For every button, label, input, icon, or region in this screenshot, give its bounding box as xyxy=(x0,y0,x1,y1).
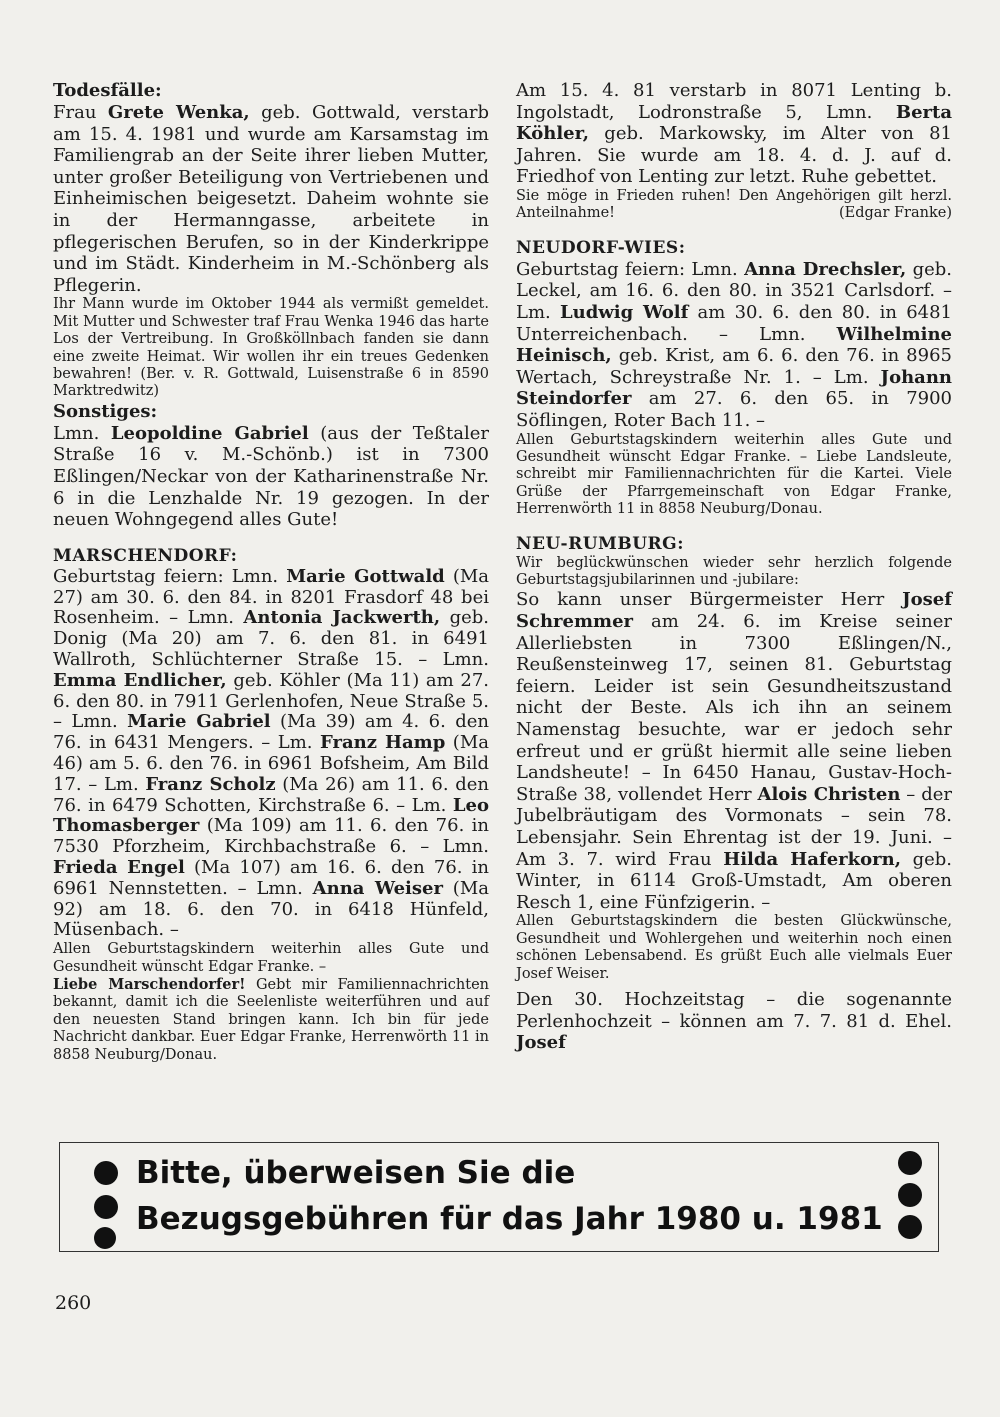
bold-name: Leo Thomasberger xyxy=(53,794,489,837)
section-heading-todesfaelle: Todesfälle: xyxy=(53,80,162,101)
paragraph-leopoldine-gabriel: Lmn. Leopoldine Gabriel (aus der Teßtaler Straße 16 v. M.-Schönb.) ist in 7300 Eßlingen/Neckar von der Katharinenstraße Nr. 6 in die Lenzhalde Nr. 19 gezogen. In der neuen Wohngegend alles Gute! xyxy=(53,422,490,531)
banner-line-1: Bitte, überweisen Sie die xyxy=(136,1155,576,1191)
paragraph-neu-rumburg-intro: Wir beglückwünschen wieder sehr herzlich folgende Geburtstagsjubilarinnen und -jubilare: xyxy=(516,554,952,588)
bold-name: Anna Weiser xyxy=(312,877,443,899)
bold-name: Ludwig Wolf xyxy=(559,301,689,323)
bold-name: Josef Schremmer xyxy=(516,589,952,632)
bullet-dot xyxy=(898,1215,922,1239)
section-heading-neudorf-wies: NEUDORF-WIES: xyxy=(516,237,686,258)
signature: (Edgar Franke) xyxy=(839,205,952,222)
bullet-dot xyxy=(898,1183,922,1207)
bold-name: Grete Wenka, xyxy=(107,102,250,123)
payment-reminder-banner xyxy=(59,1142,939,1252)
bold-name: Johann Steindorfer xyxy=(516,366,952,410)
bold-name: Marie Gottwald xyxy=(286,565,445,587)
paragraph-marschendorf-wishes: Allen Geburtstagskindern weiterhin alles Gute und Gesundheit wünscht Edgar Franke. – xyxy=(53,941,489,975)
paragraph-neu-rumburg-wishes: Allen Geburtstagskindern die besten Glückwünsche, Gesundheit und Wohlergehen und weiterhin noch einen schönen Lebensabend. Es grüßt Euch alle vielmals Euer Josef Weiser. xyxy=(516,913,952,982)
left-column xyxy=(53,80,489,1064)
bold-name: Franz Scholz xyxy=(145,773,276,795)
banner-line-2: Bezugsgebühren für das Jahr 1980 u. 1981 xyxy=(136,1201,883,1237)
paragraph-neudorf-wishes: Allen Geburtstagskindern weiterhin alles Gute und Gesundheit wünscht Edgar Franke. – Liebe Landsleute, schreibt mir Familiennachrichten für die Kartei. Viele Grüße der Pfarrgemeinschaft von Edgar Franke, Herrenwörth 11 in 8858 Neuburg/Donau. xyxy=(516,431,952,518)
bold-name: Hilda Haferkorn, xyxy=(723,848,901,870)
paragraph-neudorf-birthdays: Geburtstag feiern: Lmn. Anna Drechsler, geb. Leckel, am 16. 6. den 80. in 3521 Carlsdorf. – Lm. Ludwig Wolf am 30. 6. den 80. in 6481 Unterreichenbach. – Lmn. Wilhelmine Heinisch, geb. Krist, am 6. 6. den 76. in 8965 Wertach, Schreystraße Nr. 1. – Lm. Johann Steindorfer am 27. 6. den 65. in 7900 Söflingen, Roter Bach 11. – xyxy=(516,258,953,431)
page-number: 260 xyxy=(55,1292,92,1314)
paragraph-berta-koehler: Am 15. 4. 81 verstarb in 8071 Lenting b. Ingolstadt, Lodronstraße 5, Lmn. Berta Köhler, geb. Markowsky, im Alter von 81 Jahren. Sie wurde am 18. 4. d. J. auf d. Friedhof von Lenting zur letzt. Ruhe gebettet. xyxy=(516,80,952,188)
section-heading-sonstiges: Sonstiges: xyxy=(53,400,158,422)
paragraph-neu-rumburg-birthdays: So kann unser Bürgermeister Herr Josef Schremmer am 24. 6. im Kreise seiner Allerliebsten in 7300 Eßlingen/N., Reußensteinweg 17, seinen 81. Geburtstag feiern. Leider ist sein Gesundheitszustand nicht der Beste. Als ich ihn an seinem Namenstag besuchte, war er jedoch sehr erfreut und er grüßt hiermit alle seine lieben Landsheute! – In 6450 Hanau, Gustav-Hoch-Straße 38, vollendet Herr Alois Christen – der Jubelbräutigam des Vormonats – sein 78. Lebensjahr. Sein Ehrentag ist der 19. Juni. – Am 3. 7. wird Frau Hilda Haferkorn, geb. Winter, in 6114 Groß-Umstadt, Am oberen Resch 1, eine Fünfzigerin. – xyxy=(516,589,953,913)
bullet-dot xyxy=(94,1227,116,1249)
paragraph-marschendorf-appeal: Liebe Marschendorfer! Gebt mir Familiennachrichten bekannt, damit ich die Seelenliste weiterführen und auf den neuesten Stand bringen kann. Ich bin für jede Nachricht dankbar. Euer Edgar Franke, Herrenwörth 11 in 8858 Neuburg/Donau. xyxy=(53,975,489,1063)
bold-name: Alois Christen xyxy=(757,783,901,805)
bold-name: Antonia Jackwerth, xyxy=(243,607,441,629)
paragraph-koehler-condolence xyxy=(516,188,952,223)
paragraph-marschendorf-birthdays: Geburtstag feiern: Lmn. Marie Gottwald (Ma 27) am 30. 6. den 84. in 8201 Frasdorf 48 bei Rosenheim. – Lmn. Antonia Jackwerth, geb. Donig (Ma 20) am 7. 6. den 81. in 6491 Wallroth, Schlüchterner Straße 15. – Lmn. Emma Endlicher, geb. Köhler (Ma 11) am 27. 6. den 80. in 7911 Gerlenhofen, Neue Straße 5. – Lmn. Marie Gabriel (Ma 39) am 4. 6. den 76. in 6431 Mengers. – Lm. Franz Hamp (Ma 46) am 5. 6. den 76. in 6961 Bofsheim, Am Bild 17. – Lm. Franz Scholz (Ma 26) am 11. 6. den 76. in 6479 Schotten, Kirchstraße 6. – Lm. Leo Thomasberger (Ma 109) am 11. 6. den 76. in 7530 Pforzheim, Kirchbachstraße 6. – Lmn. Frieda Engel (Ma 107) am 16. 6. den 76. in 6961 Nennstetten. – Lmn. Anna Weiser (Ma 92) am 18. 6. den 70. in 6418 Hünfeld, Müsenbach. – xyxy=(53,565,490,941)
bullet-dot xyxy=(898,1151,922,1175)
bold-name: Franz Hamp xyxy=(320,732,446,754)
bold-name: Frieda Engel xyxy=(53,856,185,878)
right-column xyxy=(516,80,952,1054)
bold-name: Josef xyxy=(516,1032,566,1054)
condolence-text: Sie möge in Frieden ruhen! Den Angehörigen gilt herzl. Anteilnahme! xyxy=(516,187,952,222)
bold-name: Wilhelmine Heinisch, xyxy=(516,323,952,367)
bullet-dot xyxy=(94,1195,118,1219)
bold-name: Berta Köhler, xyxy=(516,101,952,145)
bold-name: Marie Gabriel xyxy=(127,711,271,733)
section-heading-marschendorf: MARSCHENDORF: xyxy=(53,545,238,566)
bold-name: Anna Drechsler, xyxy=(744,258,907,280)
paragraph-wenka-note: Ihr Mann wurde im Oktober 1944 als vermißt gemeldet. Mit Mutter und Schwester traf Frau Wenka 1946 das harte Los der Vertreibung. In Großköllnbach fanden sie dann eine zweite Heimat. Wir wollen ihr ein treues Gedenken bewahren! (Ber. v. R. Gottwald, Luisenstraße 6 in 8590 Marktredwitz) xyxy=(53,296,489,400)
bullet-dot xyxy=(94,1161,118,1185)
section-heading-neu-rumburg: NEU-RUMBURG: xyxy=(516,533,684,554)
paragraph-pearl-wedding: Den 30. Hochzeitstag – die sogenannte Perlenhochzeit – können am 7. 7. 81 d. Ehel. Josef xyxy=(516,988,952,1054)
paragraph-grete-wenka: Frau Grete Wenka, geb. Gottwald, verstarb am 15. 4. 1981 und wurde am Karsamstag im Familiengrab an der Seite ihrer lieben Mutter, unter großer Beteiligung von Vertriebenen und Einheimischen beigesetzt. Daheim wohnte sie in der Hermanngasse, arbeitete in pflegerischen Berufen, so in der Kinderkrippe und im Städt. Kinderheim in M.-Schönberg als Pflegerin. xyxy=(53,102,489,296)
bold-name: Liebe Marschendorfer! xyxy=(53,975,246,993)
bold-name: Leopoldine Gabriel xyxy=(110,422,309,444)
bold-name: Emma Endlicher, xyxy=(53,669,227,691)
